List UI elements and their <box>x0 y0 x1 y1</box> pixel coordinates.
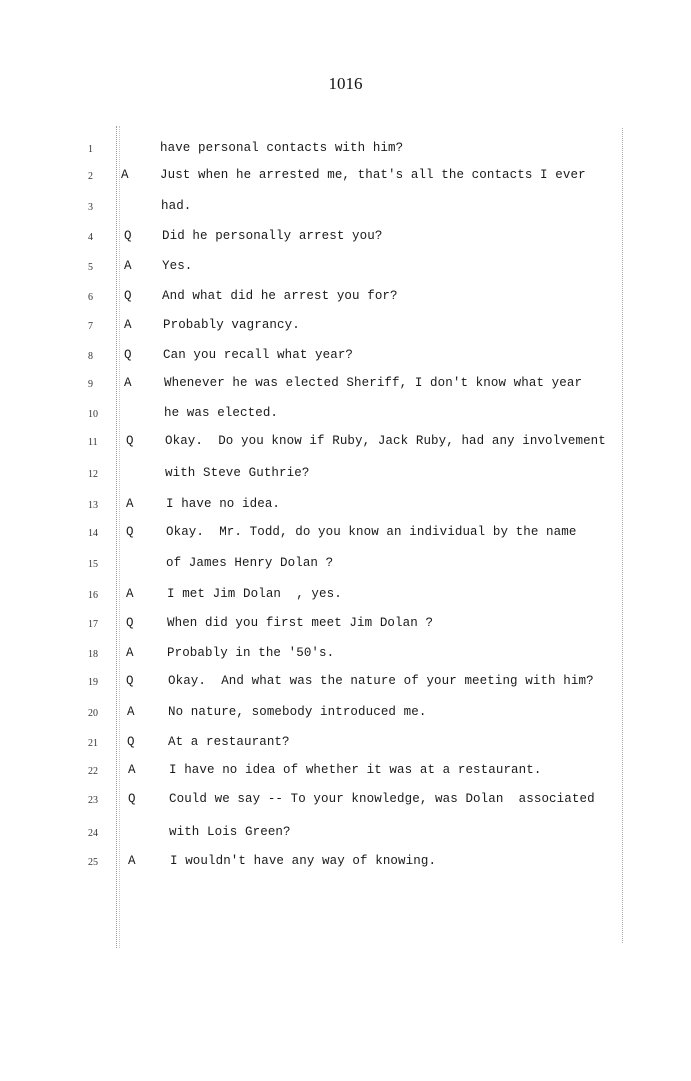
line-number: 18 <box>88 649 98 660</box>
line-number: 8 <box>88 351 93 362</box>
transcript-line <box>0 854 691 874</box>
line-text: Okay. And what was the nature of your meeting with him? <box>168 674 594 688</box>
line-text: I have no idea. <box>166 497 281 511</box>
transcript-line <box>0 318 691 338</box>
line-text: Okay. Do you know if Ruby, Jack Ruby, had any involvement <box>165 434 606 448</box>
speaker-label: A <box>126 587 134 601</box>
transcript-line <box>0 825 691 845</box>
transcript-line <box>0 406 691 426</box>
transcript-line <box>0 259 691 279</box>
speaker-label: A <box>128 854 136 868</box>
line-number: 17 <box>88 619 98 630</box>
line-number: 12 <box>88 469 98 480</box>
line-text: had. <box>161 199 192 213</box>
line-number: 16 <box>88 590 98 601</box>
line-text: Whenever he was elected Sheriff, I don't know what year <box>164 376 583 390</box>
line-number: 4 <box>88 232 93 243</box>
speaker-label: A <box>121 168 129 182</box>
transcript-line <box>0 497 691 517</box>
line-text: When did you first meet Jim Dolan ? <box>167 616 434 630</box>
line-text: he was elected. <box>164 406 279 420</box>
transcript-line <box>0 434 691 454</box>
transcript-line <box>0 763 691 783</box>
transcript-line <box>0 616 691 636</box>
transcript-line <box>0 705 691 725</box>
line-number: 21 <box>88 738 98 749</box>
page-number: 1016 <box>328 74 363 93</box>
speaker-label: Q <box>124 348 132 362</box>
line-number: 13 <box>88 500 98 511</box>
line-text: I wouldn't have any way of knowing. <box>170 854 437 868</box>
line-text: with Steve Guthrie? <box>165 466 310 480</box>
speaker-label: A <box>128 763 136 777</box>
transcript-line <box>0 735 691 755</box>
line-number: 24 <box>88 828 98 839</box>
line-text: Yes. <box>162 259 193 273</box>
speaker-label: A <box>126 497 134 511</box>
line-text: have personal contacts with him? <box>160 141 404 155</box>
transcript-line <box>0 289 691 309</box>
line-number: 19 <box>88 677 98 688</box>
line-number: 14 <box>88 528 98 539</box>
speaker-label: Q <box>126 616 134 630</box>
line-text: Can you recall what year? <box>163 348 354 362</box>
line-text: Just when he arrested me, that's all the contacts I ever <box>160 168 586 182</box>
line-text: I met Jim Dolan , yes. <box>167 587 342 601</box>
speaker-label: Q <box>127 735 135 749</box>
speaker-label: A <box>124 376 132 390</box>
line-number: 5 <box>88 262 93 273</box>
line-text: Could we say -- To your knowledge, was Dolan associated <box>169 792 595 806</box>
speaker-label: A <box>126 646 134 660</box>
line-text: I have no idea of whether it was at a restaurant. <box>169 763 542 777</box>
speaker-label: Q <box>124 289 132 303</box>
speaker-label: A <box>127 705 135 719</box>
line-number: 6 <box>88 292 93 303</box>
line-number: 1 <box>88 144 93 155</box>
transcript-line <box>0 348 691 368</box>
transcript-line <box>0 376 691 396</box>
line-number: 23 <box>88 795 98 806</box>
transcript-line <box>0 199 691 219</box>
transcript-line <box>0 229 691 249</box>
transcript-line <box>0 168 691 188</box>
line-number: 22 <box>88 766 98 777</box>
line-text: At a restaurant? <box>168 735 290 749</box>
line-number: 10 <box>88 409 98 420</box>
line-text: Did he personally arrest you? <box>162 229 383 243</box>
speaker-label: Q <box>124 229 132 243</box>
transcript-line <box>0 466 691 486</box>
speaker-label: Q <box>126 674 134 688</box>
line-text: Probably in the '50's. <box>167 646 335 660</box>
line-number: 11 <box>88 437 98 448</box>
line-number: 20 <box>88 708 98 719</box>
speaker-label: A <box>124 318 132 332</box>
line-number: 9 <box>88 379 93 390</box>
speaker-label: Q <box>126 434 134 448</box>
transcript-line <box>0 587 691 607</box>
line-text: And what did he arrest you for? <box>162 289 398 303</box>
line-text: Probably vagrancy. <box>163 318 300 332</box>
transcript-line <box>0 525 691 545</box>
speaker-label: Q <box>126 525 134 539</box>
line-number: 2 <box>88 171 93 182</box>
speaker-label: A <box>124 259 132 273</box>
line-number: 7 <box>88 321 93 332</box>
line-text: No nature, somebody introduced me. <box>168 705 427 719</box>
line-text: with Lois Green? <box>169 825 291 839</box>
speaker-label: Q <box>128 792 136 806</box>
line-number: 25 <box>88 857 98 868</box>
transcript-line <box>0 556 691 576</box>
line-number: 15 <box>88 559 98 570</box>
transcript-line <box>0 792 691 812</box>
transcript-line <box>0 141 691 161</box>
line-text: of James Henry Dolan ? <box>166 556 334 570</box>
line-text: Okay. Mr. Todd, do you know an individual by the name <box>166 525 577 539</box>
transcript-line <box>0 646 691 666</box>
line-number: 3 <box>88 202 93 213</box>
transcript-line <box>0 674 691 694</box>
